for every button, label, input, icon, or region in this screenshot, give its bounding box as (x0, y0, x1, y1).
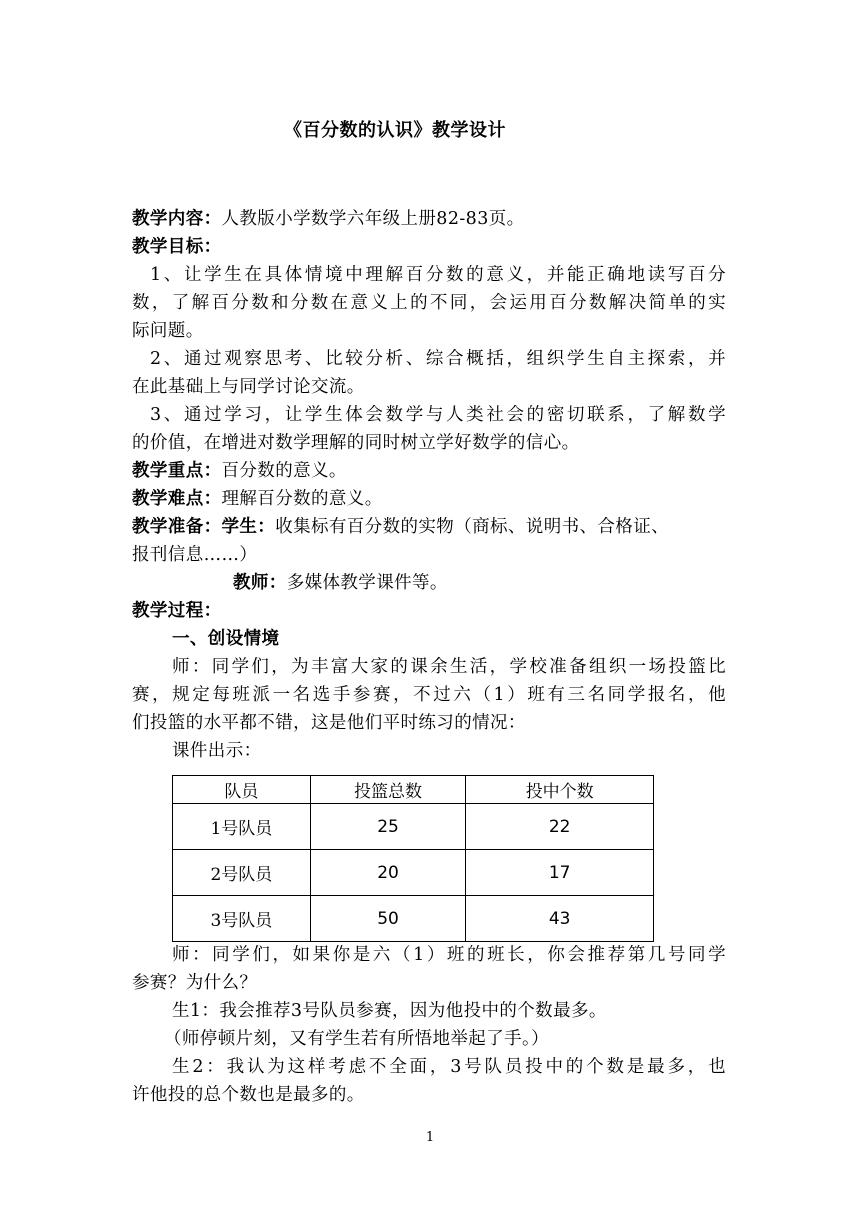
student-prep-text: 收集标有百分数的实物（商标、说明书、合格证、 (275, 517, 670, 537)
goal-2-line-2: 在此基础上与同学讨论交流。 (132, 377, 365, 397)
goal-1-line-3: 际问题。 (132, 321, 204, 341)
key-point-label: 教学重点： (132, 461, 222, 481)
teacher-prep-text: 多媒体教学课件等。 (286, 573, 448, 593)
table-cell: 25 (310, 804, 466, 850)
question-line-1: 师：同学们，如果你是六（1）班的班长，你会推荐第几号同学 (172, 945, 726, 965)
goal-3-line-1: 3、通过学习，让学生体会数学与人类社会的密切联系，了解数学 (150, 405, 726, 425)
table-cell: 43 (466, 896, 654, 942)
teacher-prep-line (233, 570, 448, 597)
difficulty-line (132, 486, 383, 513)
difficulty-text: 理解百分数的意义。 (221, 489, 383, 509)
student-prep-label: 学生： (221, 517, 276, 537)
preparation-line (132, 514, 669, 541)
teaching-content-line (132, 206, 525, 233)
student-2-answer-line-1: 生2：我认为这样考虑不全面，3号队员投中的个数是最多，也 (172, 1057, 726, 1077)
teaching-content-label: 教学内容： (132, 209, 222, 229)
preparation-label: 教学准备： (132, 517, 222, 537)
table-cell: 22 (466, 804, 654, 850)
table-row (173, 804, 654, 850)
table-header: 队员 (173, 776, 311, 804)
table-cell: 2号队员 (173, 850, 311, 896)
practice-table (172, 775, 654, 942)
teacher-note: （师停顿片刻，又有学生若有所悟地举起了手。） (164, 1029, 550, 1049)
page-number: 1 (425, 1130, 435, 1145)
goal-1-line-2: 数，了解百分数和分数在意义上的不同，会运用百分数解决简单的实 (132, 293, 726, 313)
table-header-row (173, 776, 654, 804)
table-cell: 20 (310, 850, 466, 896)
paragraph-1-line-2: 赛，规定每班派一名选手参赛，不过六（1）班有三名同学报名，他 (132, 685, 726, 705)
teaching-content-text: 人教版小学数学六年级上册82-83页。 (221, 209, 525, 229)
goal-2-line-1: 2、通过观察思考、比较分析、综合概括，组织学生自主探索，并 (150, 349, 726, 369)
goal-1-line-1: 1、让学生在具体情境中理解百分数的意义，并能正确地读写百分 (150, 265, 726, 285)
teacher-prep-label: 教师： (233, 573, 287, 593)
table-cell: 3号队员 (173, 896, 311, 942)
table-cell: 50 (310, 896, 466, 942)
goal-3-line-2: 的价值，在增进对数学理解的同时树立学好数学的信心。 (132, 433, 580, 453)
document-title: 《百分数的认识》教学设计 (284, 120, 506, 141)
table-cell: 1号队员 (173, 804, 311, 850)
student-2-answer-line-2: 许他投的总个数也是最多的。 (132, 1085, 365, 1105)
table-cell: 17 (466, 850, 654, 896)
paragraph-1-line-1: 师：同学们，为丰富大家的课余生活，学校准备组织一场投篮比 (172, 657, 726, 677)
student-prep-line-2: 报刊信息……） (132, 545, 258, 565)
process-label: 教学过程： (132, 601, 222, 621)
table-row (173, 896, 654, 942)
key-point-text: 百分数的意义。 (221, 461, 347, 481)
key-point-line (132, 458, 347, 485)
question-line-2: 参赛？为什么？ (132, 973, 258, 993)
section-1-heading: 一、创设情境 (172, 629, 280, 649)
courseware-show: 课件出示： (172, 741, 262, 761)
teaching-goals-label: 教学目标： (132, 237, 222, 257)
table-header: 投篮总数 (310, 776, 466, 804)
table-header: 投中个数 (466, 776, 654, 804)
difficulty-label: 教学难点： (132, 489, 222, 509)
table-row (173, 850, 654, 896)
student-1-answer: 生1：我会推荐3号队员参赛，因为他投中的个数最多。 (172, 1001, 607, 1021)
paragraph-1-line-3: 们投篮的水平都不错，这是他们平时练习的情况： (132, 713, 526, 733)
